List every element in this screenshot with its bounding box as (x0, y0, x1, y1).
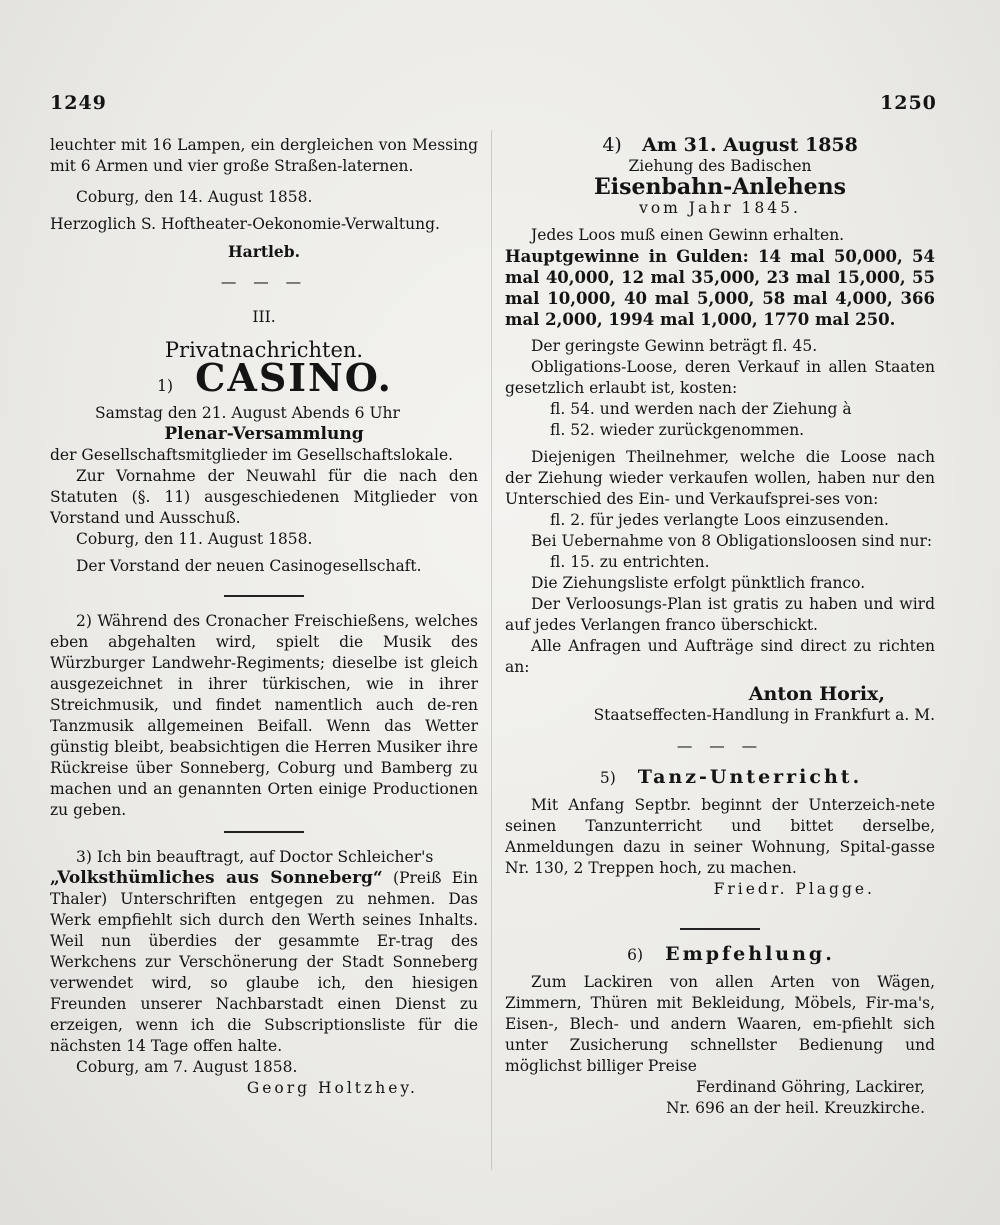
section-number: III. (252, 308, 276, 326)
notice-4-list: Die Ziehungsliste erfolgt pünktlich franco. (531, 574, 866, 592)
rule-2: — — — (676, 737, 764, 755)
notice-3-line1: 3) Ich bin beauftragt, auf Doctor Schleicher's (76, 848, 434, 866)
notice-6-signer2: Nr. 696 an der heil. Kreuzkirche. (666, 1099, 925, 1117)
notice-4-prizes: Hauptgewinne in Gulden: 14 mal 50,000, 54 mal 40,000, 12 mal 35,000, 23 mal 15,000, 55 mal 10,000, 40 mal 5,000, 58 mal 4,000, 366 mal 2,000, 1994 mal 1,000, 1770 mal 250. (505, 247, 935, 329)
notice-3 (50, 847, 478, 1099)
casino-title: CASINO. (195, 355, 393, 400)
rule-1: — — — (220, 273, 308, 291)
casino-line4: Zur Vornahme der Neuwahl für die nach den Statuten (§. 11) ausgeschiedenen Mitglieder von Vorstand und Ausschuß. (50, 467, 478, 527)
page-number-left: 1249 (50, 92, 107, 114)
notice-3-signer: Georg Holtzhey. (246, 1079, 418, 1097)
notice-4-plan: Der Verloosungs-Plan ist gratis zu haben und wird auf jedes Verlangen franco überschickt. (505, 595, 935, 634)
issuer-1: Herzoglich S. Hoftheater-Oekonomie-Verwaltung. (50, 215, 440, 233)
notice-5-number: 5) (599, 769, 616, 787)
signer-1: Hartleb. (228, 242, 300, 261)
notice-6-body: Zum Lackiren von allen Arten von Wägen, Zimmern, Thüren mit Bekleidung, Möbels, Fir-ma's, Eisen-, Blech- und andern Waaren, em-pfiehlt sich unter Zusicherung schnellster Bedienung und möglichst billiger Preise (505, 973, 935, 1075)
notice-2: 2) Während des Cronacher Freischießens, welches eben abgehalten wird, spielt die Musik des Würzburger Landwehr-Regiments; dieselbe ist gleich ausgezeichnet in ihrer türkischen, wie in ihrer Streichmusik, und findet namentlich auch de-ren Tanzmusik allgemeinen Beifall. Wenn das Wetter günstig bleibt, beabsichtigen die Herren Musiker ihre Rückreise über Sonneberg, Coburg und Bamberg zu machen und an genannten Orten einige Productionen zu geben. (50, 612, 478, 819)
notice-5 (505, 767, 935, 900)
page-number-right: 1250 (880, 92, 937, 114)
notice-3-title: „Volksthümliches aus Sonneberg“ (50, 868, 383, 888)
casino-line1: Samstag den 21. August Abends 6 Uhr (95, 404, 400, 422)
notice-5-signer: Friedr. Plagge. (713, 880, 875, 898)
section-title: Privatnachrichten. (164, 338, 364, 362)
casino-line3: der Gesellschaftsmitglieder im Gesellschaftslokale. (50, 446, 454, 464)
notice-4-price2: fl. 52. wieder zurückgenommen. (550, 421, 805, 439)
notice-4-fee2: fl. 15. zu entrichten. (550, 553, 710, 571)
intro-text: leuchter mit 16 Lampen, ein dergleichen von Messing mit 6 Armen und vier große Straßen-laternen. (50, 136, 478, 175)
casino-notice (50, 355, 478, 577)
notice-5-title: Tanz-Unterricht. (637, 766, 863, 788)
notice-5-body: Mit Anfang Septbr. beginnt der Unterzeich-nete seinen Tanzunterricht und bittet derselbe, Anmeldungen dazu in seiner Wohnung, Spital-gasse Nr. 130, 2 Treppen hoch, zu machen. (505, 796, 935, 877)
notice-6-title: Empfehlung. (665, 943, 835, 965)
notice-4-fee1: fl. 2. für jedes verlangte Loos einzusenden. (550, 511, 889, 529)
notice-6 (505, 944, 935, 1119)
casino-place-date: Coburg, den 11. August 1858. (76, 530, 313, 548)
casino-signer: Der Vorstand der neuen Casinogesellschaft. (76, 557, 422, 575)
notice-4-min-prize: Der geringste Gewinn beträgt fl. 45. (531, 337, 818, 355)
notice-4 (505, 135, 935, 726)
column-divider (491, 130, 492, 1170)
notice-4-orders: Alle Anfragen und Aufträge sind direct zu richten an: (505, 637, 935, 676)
notice-3-body: (Preiß Ein Thaler) Unterschriften entgegen zu nehmen. Das Werk empfiehlt sich durch den Werth seines Inhalts. Weil nun überdies der gesammte Er-trag des Werkchens zur Verschönerung der Stadt Sonneberg verwendet wird, so glaube ich, den hiesigen Freunden unserer Nachbarstadt einen Dienst zu erzeigen, wenn ich die Subscriptionsliste für die nächsten 14 Tage offen halte. (50, 869, 479, 1055)
notice-4-oblig: Obligations-Loose, deren Verkauf in allen Staaten gesetzlich erlaubt ist, kosten: (505, 358, 935, 397)
rule-short (224, 595, 304, 597)
rule-short-3 (680, 928, 760, 930)
notice-4-price1: fl. 54. und werden nach der Ziehung à (550, 400, 852, 418)
notice-4-year: vom Jahr 1845. (639, 199, 801, 217)
notice-4-signer-sub: Staatseffecten-Handlung in Frankfurt a. M. (593, 706, 935, 724)
notice-4-number: 4) (602, 134, 622, 156)
notice-4-signer: Anton Horix, (748, 683, 885, 705)
casino-number: 1) (157, 377, 174, 395)
notice-4-line2: Ziehung des Badischen (628, 157, 812, 175)
notice-4-title: Eisenbahn-Anlehens (593, 174, 847, 200)
notice-4-resell: Diejenigen Theilnehmer, welche die Loose nach der Ziehung wieder verkaufen wollen, haben nur den Unterschied des Ein- und Verkaufsprei-ses von: (505, 448, 935, 508)
notice-4-line5: Jedes Loos muß einen Gewinn erhalten. (531, 226, 845, 244)
notice-3-place-date: Coburg, am 7. August 1858. (76, 1058, 298, 1076)
notice-4-bulk: Bei Uebernahme von 8 Obligationsloosen sind nur: (531, 532, 933, 550)
casino-line2: Plenar-Versammlung (164, 424, 364, 444)
left-column (50, 135, 478, 1099)
notice-6-number: 6) (627, 946, 644, 964)
notice-6-signer1: Ferdinand Göhring, Lackirer, (695, 1078, 925, 1096)
right-column (505, 135, 935, 1119)
notice-4-date: Am 31. August 1858 (642, 134, 858, 156)
rule-short-2 (224, 831, 304, 833)
place-date-1: Coburg, den 14. August 1858. (76, 188, 313, 206)
